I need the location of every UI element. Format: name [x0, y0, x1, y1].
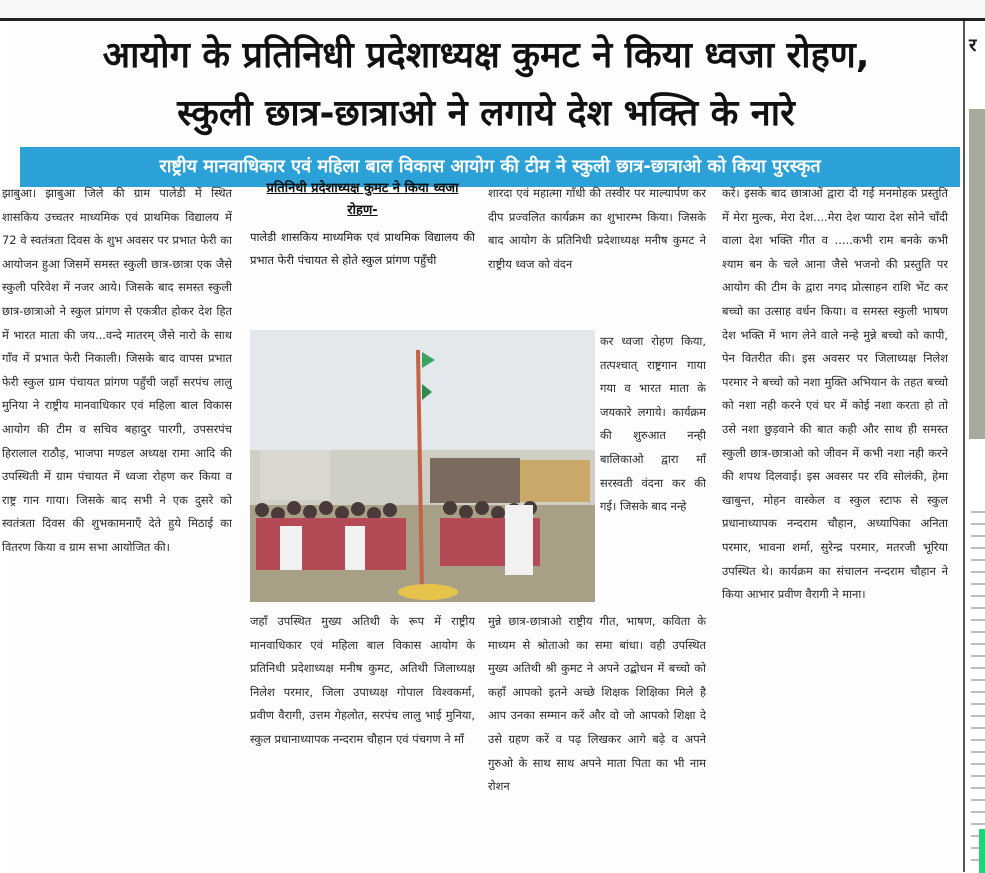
article-column-2-top — [250, 178, 475, 328]
photo-illustration — [250, 330, 595, 602]
article-column-3-bottom: मुन्ने छात्र-छात्राओ राष्ट्रीय गीत, भाषण, कविता के माध्यम से श्रोताओ का समा बांधा। वही उपस्थित मुख्य अतिथी श्री कुमट ने अपने उद्बोधन में बच्चो को कहाँ आपको इतने अच्छे शिक्षक शिक्षिका मिले है आप उनका सम्मान करें और वो जो आपको शिक्षा दे उसे ग्रहण करें व पढ़ लिखकर आगे बढ़े व अपने गुरुओ के साथ साथ अपने माता पिता का भी नाम रोशन — [488, 614, 706, 794]
adjacent-article-strip — [963, 21, 985, 872]
headline-line-2: स्कुली छात्र-छात्राओ ने लगाये देश भक्ति के नारे — [177, 93, 795, 134]
article-column-3-top: शारदा एवं महात्मा गाँधी की तस्वीर पर माल्यार्पण कर दीप प्रज्वलित कार्यक्रम का शुभारम्भ किया। जिसके बाद आयोग के प्रतिनिधी प्रदेशाध्यक्ष मनीष कुमट ने राष्ट्रीय ध्वज को वंदन — [488, 186, 706, 271]
article-column-4: करें। इसके बाद छात्राओं द्वारा दी गई मनमोहक प्रस्तुति में मेरा मुल्क, मेरा देश....मेरा देश प्यारा देश सोने चाँदी वाला देश भक्ति गीत व .....कभी राम बनके कभी श्याम बन के चले आना जैसे भजनो की प्रस्तुति पर आयोग की टीम के द्वारा नगद प्रोत्साहन राशि भेंट कर बच्चो का उत्साह वर्धन किया। व समस्त स्कुली भाषण देश भक्ति में भाग लेने वाले नन्हे मुन्ने बच्चो को कापी, पेन वितरीत की। इस अवसर पर जिलाध्यक्ष निलेश परमार ने बच्चो को नशा मुक्ति अभियान के तहत बच्चो को नशा नही करने एवं घर में कोई नशा करता हो तो उसे नशा छुड़वाने की बात कही और साथ ही समस्त स्कुली छात्र-छात्राओ को जीवन में कभी नशा नही करने की शपथ दिलवाई। इस अवसर पर रवि सोलंकी, हेमा खाबुन्त, मोहन वास्केल व स्कुल स्टाफ से स्कुल प्रधानाध्यापक नन्दराम चौहान, अध्यापिका अनिता परमार, भावना शर्मा, सुरेन्द्र परमार, मतरजी भूरिया उपस्थित थे। कार्यक्रम का संचालन नन्दराम चौहान ने किया आभार प्रवीण वैरागी ने माना। — [722, 186, 948, 602]
headline-line-1: आयोग के प्रतिनिधी प्रदेशाध्यक्ष कुमट ने किया ध्वजा रोहण, — [102, 35, 870, 76]
adjacent-photo — [969, 109, 985, 439]
article-column-1: झाबुआ। झाबुआ जिले की ग्राम पालेडी में स्थित शासकिय उच्चतर माध्यमिक एवं प्राथमिक विद्यालय में 72 वे स्वतंत्रता दिवस के शुभ अवसर पर प्रभात फेरी का आयोजन हुआ जिसमें समस्त स्कुली छात्र-छात्रा एक जैसे स्कुली परिवेश में नजर आये। जिसके बाद समस्त स्कुली छात्र-छात्राओ ने स्कुल प्रांगण से एकत्रीत होकर देश हित में भारत माता की जय...वन्दे मातरम् जैसे नारो के साथ गाँव में प्रभात फेरी निकाली। जिसके बाद वापस प्रभात फेरी स्कुल ग्राम पंचायत प्रांगण पहुँची जहाँ सरपंच लालु मुनिया ने राष्ट्रीय मानवाधिकार एवं महिला बाल विकास आयोग की टीम व सचिव बहादुर पारगी, उपसरपंच हिरालाल राठौड़, भाजपा मण्डल अध्यक्ष रामा आदि की उपस्थिती में ग्राम पंचायत में ध्वजा रोहण कर किया व राष्ट्र गान गाया। जिसके बाद सभी ने एक दुसरे को स्वतंत्रता दिवस की शुभकामनाएँ देते हुये मिठाई का वितरण किया व ग्राम सभा आयोजित की। — [2, 186, 232, 554]
article-column-2-bottom: जहाँ उपस्थित मुख्य अतिथी के रूप में राष्ट्रीय मानवाधिकार एवं महिला बाल विकास आयोग के प्रतिनिधी प्रदेशाध्यक्ष मनीष कुमट, अतिथी जिलाध्यक्ष निलेश परमार, जिला उपाध्यक्ष गोपाल विश्वकर्मा, प्रवीण वैरागी, उत्तम गेहलोत, सरपंच लालु भाई मुनिया, स्कुल प्रधानाध्यापक नन्दराम चौहान एवं पंचगण ने माँ — [250, 614, 475, 746]
flag-hoisting-photo-icon — [250, 330, 595, 602]
column-2-subheading: प्रतिनिधी प्रदेशाध्यक्ष कुमट ने किया ध्वजा रोहण- — [266, 181, 459, 218]
column-2-top-text: पालेडी शासकिय माध्यमिक एवं प्राथमिक विद्यालय की प्रभात फेरी पंचायत से होते स्कुल प्रांगण पहुँची — [250, 230, 475, 267]
headline — [12, 27, 960, 143]
top-edge — [0, 0, 985, 21]
subheadline-banner: राष्ट्रीय मानवाधिकार एवं महिला बाल विकास आयोग की टीम ने स्कुली छात्र-छात्राओ को किया पुरस्कृत — [20, 147, 960, 187]
article-column-3-middle: कर ध्वजा रोहण किया, तत्पश्चात् राष्ट्रगान गाया गया व भारत माता के जयकारे लगाये। कार्यक्रम की शुरुआत नन्ही बालिकाओ द्वारा माँ सरस्वती वंदना कर की गई। जिसके बाद नन्हे — [600, 334, 706, 514]
edge-marker — [979, 829, 985, 873]
adjacent-text — [971, 501, 985, 861]
adjacent-headline-glyph: र — [969, 35, 977, 56]
